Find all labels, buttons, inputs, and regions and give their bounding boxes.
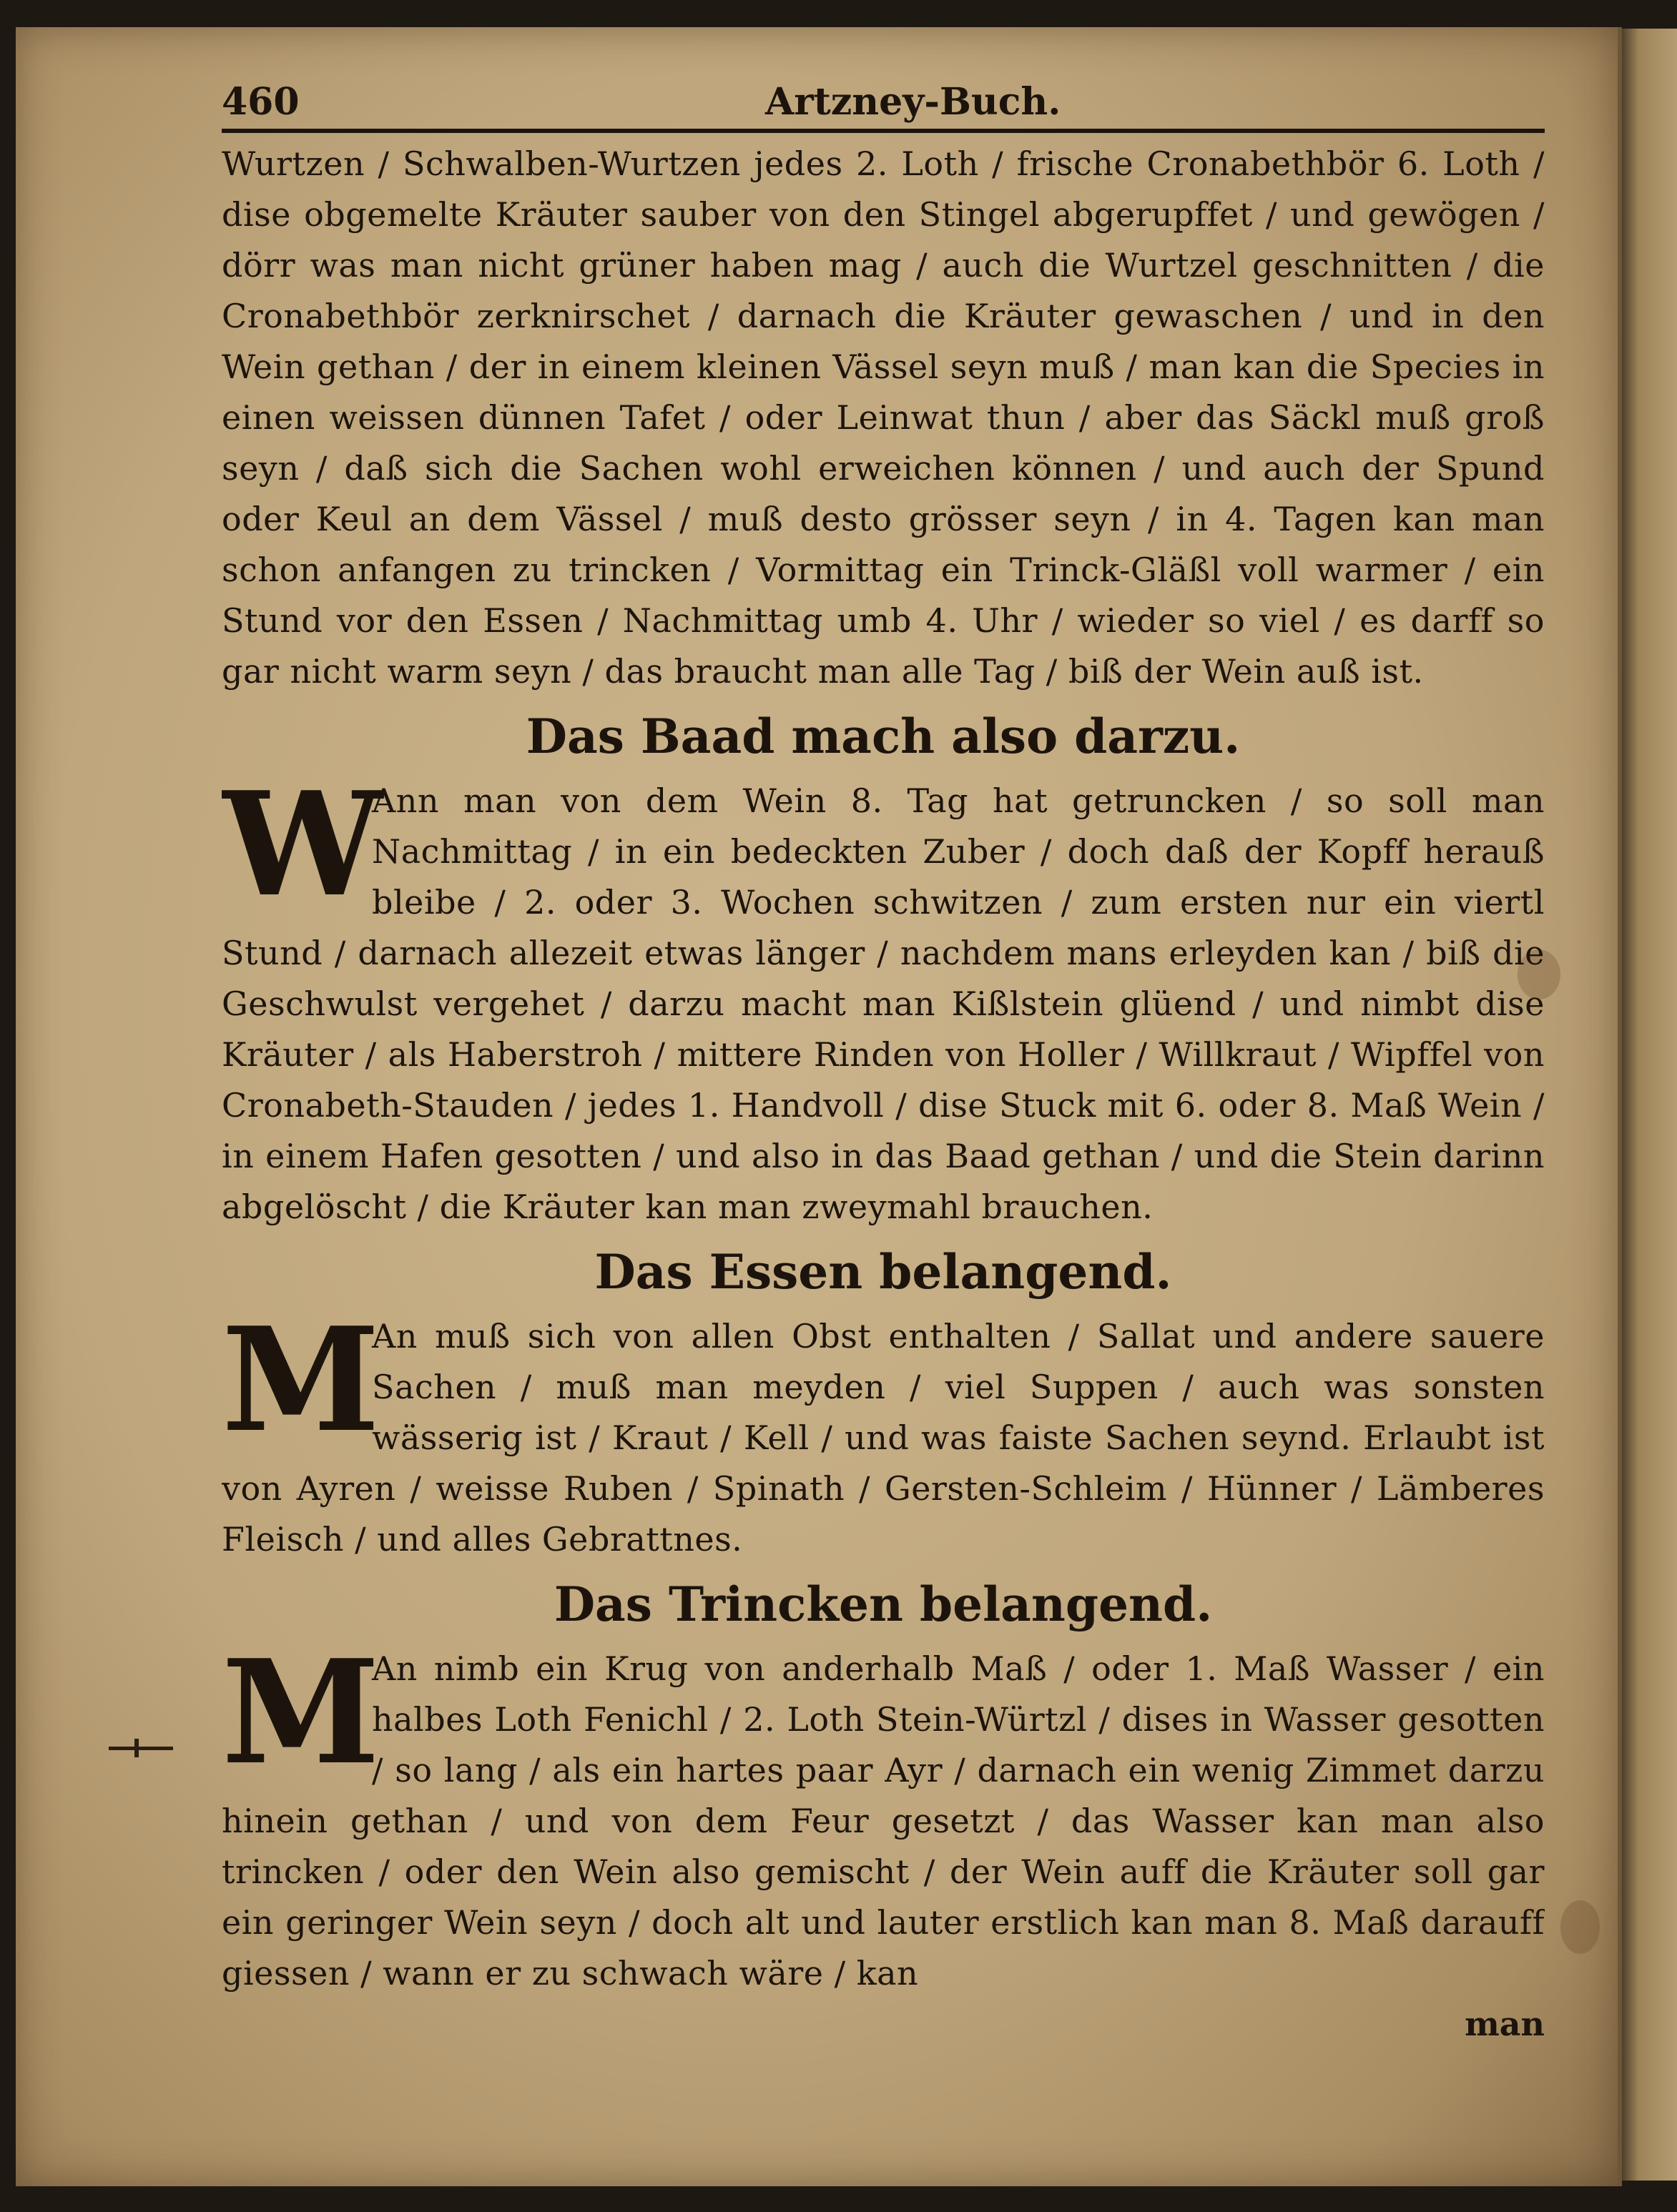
section-baad [222,776,1545,1233]
section-heading-baad: Das Baad mach also darzu. [526,708,1241,764]
section-paragraph: An nimb ein Krug von anderhalb Maß / oder 1. Maß Wasser / ein halbes Loth Fenichl / 2. Loth Stein-Würtzl / dises in Wasser gesotten / so lang / als ein hartes paar Ayr / darnach ein wenig Zimmet darzu hinein gethan / und von dem Feur gesetzt / das Wasser kan man also trincken / oder den Wein also gemischt / der Wein auff die Kräuter soll gar ein geringer Wein seyn / doch alt und lauter erstlich kan man 8. Maß darauff giessen / wann er zu schwach wäre / kan [222,1649,1545,1993]
section-essen [222,1311,1545,1565]
section-heading-trincken: Das Trincken belangend. [554,1576,1213,1632]
section-paragraph: An muß sich von allen Obst enthalten / Sallat und andere sauere Sachen / muß man meyden / viel Suppen / auch was sonsten wässerig ist / Kraut / Kell / und was faiste Sachen seynd. Erlaubt ist von Ayren / weisse Ruben / Spinath / Gersten-Schleim / Hünner / Lämberes Fleisch / und alles Gebrattnes. [222,1317,1545,1559]
margin-pointer-mark [109,1747,173,1750]
paper-stain [1560,1900,1600,1954]
running-head [222,77,1545,129]
intro-paragraph: Wurtzen / Schwalben-Wurtzen jedes 2. Loth / frische Cronabethbör 6. Loth / dise obgemelte Kräuter sauber von den Stingel abgerupffet / und gewögen / dörr was man nicht grüner haben mag / auch die Wurtzel geschnitten / die Cronabethbör zerknirschet / darnach die Kräuter gewaschen / und in den Wein gethan / der in einem kleinen Vässel seyn muß / man kan die Species in einen weissen dünnen Tafet / oder Leinwat thun / aber das Säckl muß groß seyn / daß sich die Sachen wohl erweichen können / und auch der Spund oder Keul an dem Vässel / muß desto grösser seyn / in 4. Tagen kan man schon anfangen zu trincken / Vormittag ein Trinck-Gläßl voll warmer / ein Stund vor den Essen / Nachmittag umb 4. Uhr / wieder so viel / es darff so gar nicht warm seyn / das braucht man alle Tag / biß der Wein auß ist. [222,144,1545,691]
section-heading-essen: Das Essen belangend. [594,1244,1172,1300]
drop-cap-initial: M [222,1644,380,1797]
section-trincken [222,1644,1545,1999]
adjacent-page-edge [1618,29,1677,2181]
section-paragraph: Ann man von dem Wein 8. Tag hat getruncken / so soll man Nachmittag / in ein bedeckten Zuber / doch daß der Kopff herauß bleibe / 2. oder 3. Wochen schwitzen / zum ersten nur ein viertl Stund / darnach allezeit etwas länger / nachdem mans erleyden kan / biß die Geschwulst vergehet / darzu macht man Kißlstein glüend / und nimbt dise Kräuter / als Haberstroh / mittere Rinden von Holler / Willkraut / Wipffel von Cronabeth-Stauden / jedes 1. Handvoll / dise Stuck mit 6. oder 8. Maß Wein / in einem Hafen gesotten / und also in das Baad gethan / und die Stein darinn abgelöscht / die Kräuter kan man zweymahl brauchen. [222,781,1545,1226]
header-rule [222,129,1545,133]
drop-cap-initial: M [222,1311,380,1464]
drop-cap-initial: W [222,776,383,929]
catchword: man [1465,2005,1545,2043]
page-number: 460 [222,80,300,124]
running-title: Artzney-Buch. [765,80,1061,124]
page-text [222,77,1545,2050]
